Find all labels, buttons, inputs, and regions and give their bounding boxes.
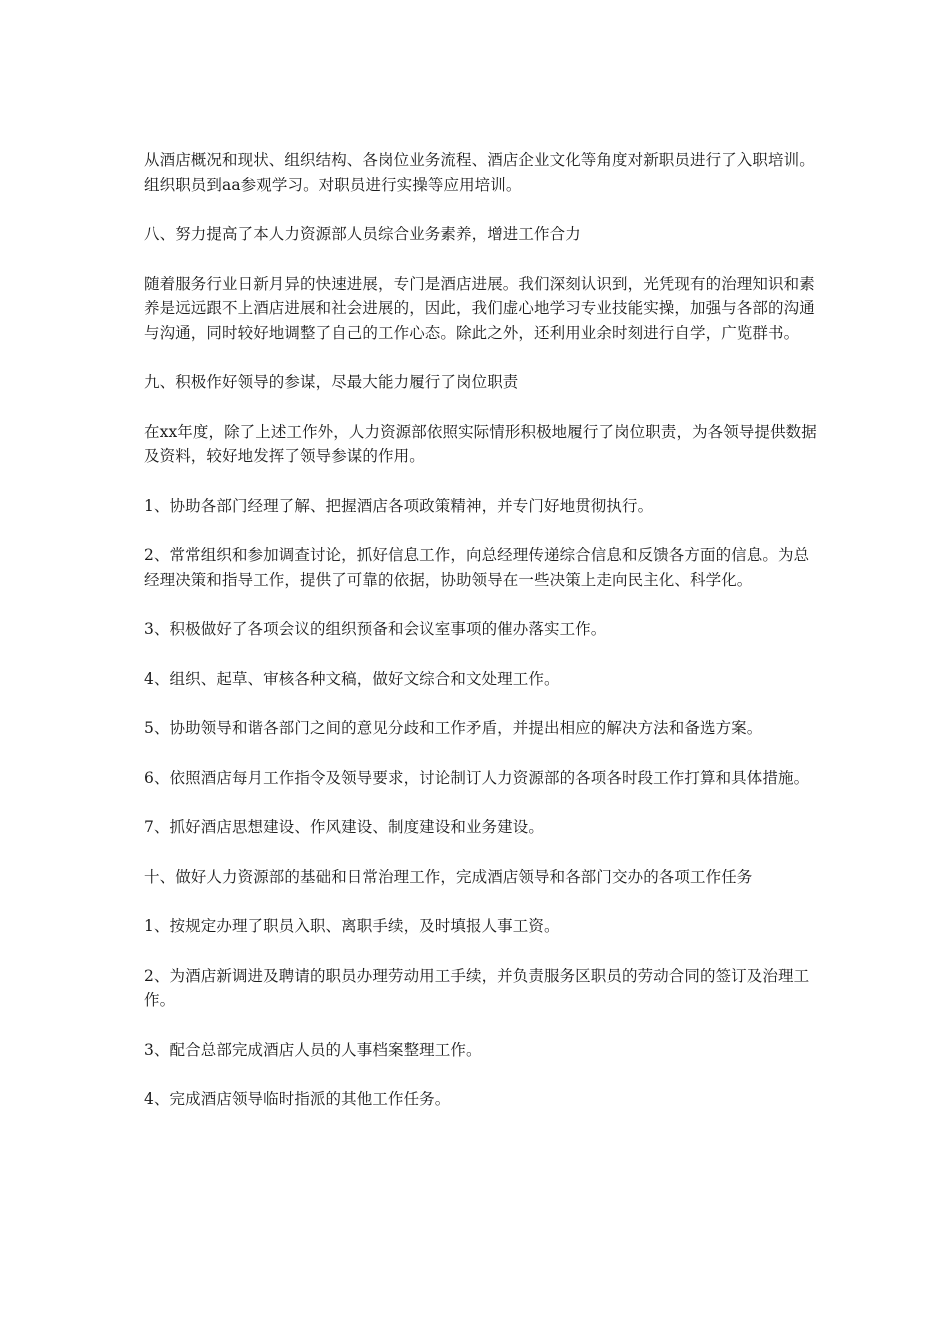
- list-item-10-1: 1、按规定办理了职员入职、离职手续，及时填报人事工资。: [144, 917, 560, 935]
- list-item-9-6: 6、依照酒店每月工作指令及领导要求，讨论制订人力资源部的各项各时段工作打算和具体措施。: [144, 768, 810, 787]
- list-item-10-2: 2、为酒店新调进及聘请的职员办理劳动用工手续，并负责服务区职员的劳动合同的签订及治理工作。: [144, 966, 810, 1009]
- list-item-9-3: 3、积极做好了各项会议的组织预备和会议室事项的催办落实工作。: [144, 620, 607, 638]
- list-item-9-4: 4、组织、起草、审核各种文稿，做好文综合和文处理工作。: [144, 669, 560, 688]
- paragraph-section-8-body: 随着服务行业日新月异的快速进展，专门是酒店进展。我们深刻认识到，光凭现有的治理知识和素养是远远跟不上酒店进展和社会进展的，因此，我们虚心地学习专业技能实操，加强与各部的沟通与沟通，同时较好地调整了自己的工作心态。除此之外，还利用业余时刻进行自学，广览群书。: [144, 274, 815, 342]
- heading-section-8: 八、努力提高了本人力资源部人员综合业务素养，增进工作合力: [144, 225, 581, 243]
- list-item-9-5: 5、协助领导和谐各部门之间的意见分歧和工作矛盾，并提出相应的解决方法和备选方案。: [144, 719, 763, 737]
- heading-section-9: 九、积极作好领导的参谋，尽最大能力履行了岗位职责: [144, 373, 519, 391]
- list-item-10-3: 3、配合总部完成酒店人员的人事档案整理工作。: [144, 1040, 482, 1059]
- list-item-10-4: 4、完成酒店领导临时指派的其他工作任务。: [144, 1090, 451, 1108]
- document-page: [144, 148, 824, 1112]
- heading-section-10: 十、做好人力资源部的基础和日常治理工作，完成酒店领导和各部门交办的各项工作任务: [144, 867, 753, 886]
- paragraph-section-9-body: 在xx年度，除了上述工作外，人力资源部依照实际情形积极地履行了岗位职责，为各领导提供数据及资料，较好地发挥了领导参谋的作用。: [144, 422, 817, 465]
- list-item-9-2: 2、常常组织和参加调查讨论，抓好信息工作，向总经理传递综合信息和反馈各方面的信息。为总经理决策和指导工作，提供了可靠的依据，协助领导在一些决策上走向民主化、科学化。: [144, 546, 810, 589]
- list-item-9-1: 1、协助各部门经理了解、把握酒店各项政策精神，并专门好地贯彻执行。: [144, 496, 654, 515]
- list-item-9-7: 7、抓好酒店思想建设、作风建设、制度建设和业务建设。: [144, 818, 544, 836]
- paragraph-training-intro: 从酒店概况和现状、组织结构、各岗位业务流程、酒店企业文化等角度对新职员进行了入职培训。组织职员到aa参观学习。对职员进行实操等应用培训。: [144, 151, 815, 194]
